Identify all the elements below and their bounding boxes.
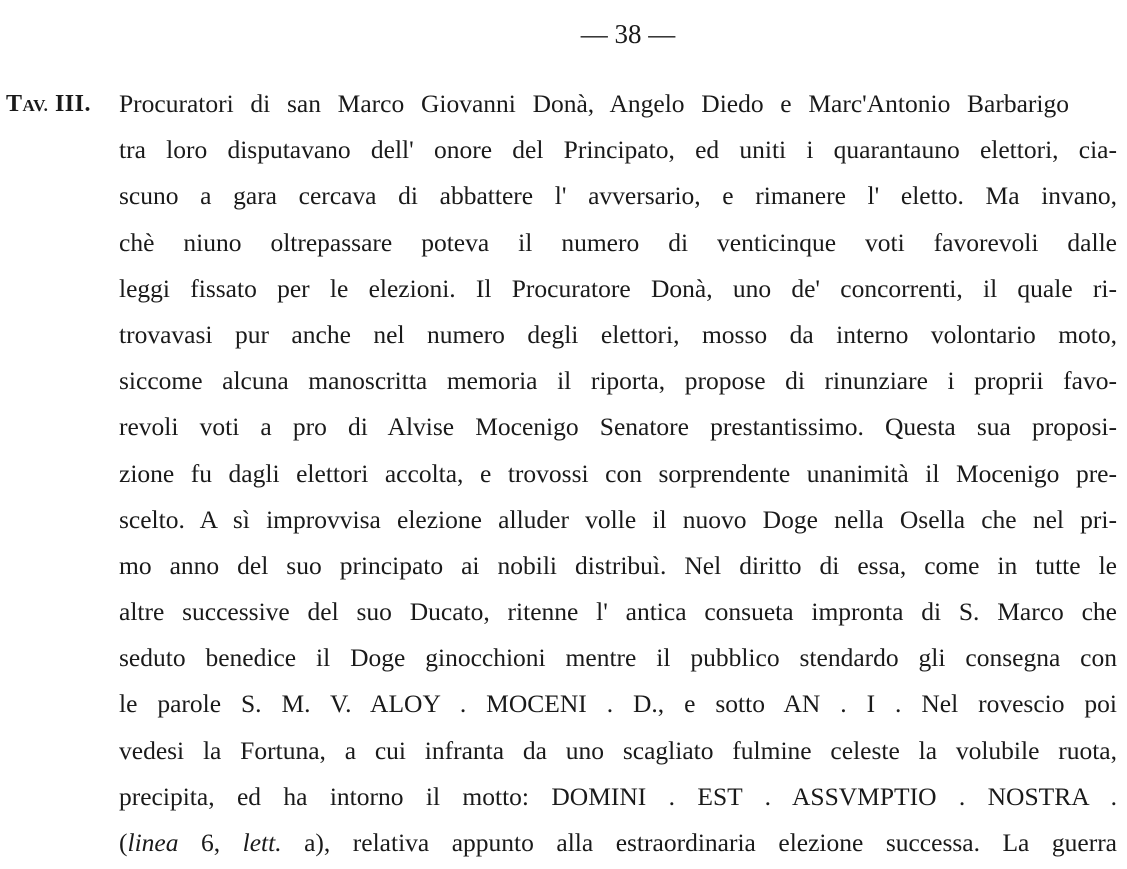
text-line: scelto. A sì improvvisa elezione alluder volle il nuovo Doge nella Osella che nel pri- [119,504,1117,534]
text-line: chè niuno oltrepassare poteva il numero di venticinque voti favorevoli dalle [119,227,1117,257]
text-line: precipita, ed ha intorno il motto: DOMINI . EST . ASSVMPTIO . NOSTRA . [119,781,1117,811]
margin-label-roman: III. [48,91,91,117]
text-line: altre successive del suo Ducato, ritenne l' antica consueta impronta di S. Marco che [119,597,1117,627]
text-line: revoli voti a pro di Alvise Mocenigo Senatore prestantissimo. Questa sua proposi- [119,412,1117,442]
open-paren: ( [119,828,128,857]
text-line: tra loro disputavano dell' onore del Principato, ed uniti i quarantauno elettori, cia- [119,135,1117,165]
text-line-last [119,823,1117,869]
linea-word: linea [127,828,179,857]
text-line: trovavasi pur anche nel numero degli elettori, mosso da interno volontario moto, [119,319,1117,349]
text-line: leggi fissato per le elezioni. Il Procuratore Donà, uno de' concorrenti, il quale ri- [119,273,1117,303]
last-line-rest: a), relativa appunto alla estraordinaria elezione successa. La guerra [281,828,1117,857]
lett-word: lett. [242,828,282,857]
margin-label-smallcaps: AV. [22,96,49,115]
text-line: scuno a gara cercava di abbattere l' avversario, e rimanere l' eletto. Ma invano, [119,181,1117,211]
body-text [119,84,1117,869]
text-line: vedesi la Fortuna, a cui infranta da uno scagliato fulmine celeste la volubile ruota, [119,735,1117,765]
margin-label-initial: T [6,91,23,117]
text-line: le parole S. M. V. ALOY . MOCENI . D., e sotto AN . I . Nel rovescio poi [119,689,1117,719]
page-number: — 38 — [580,19,676,49]
margin-label-tavola [6,84,91,126]
linea-number: 6, [178,828,243,857]
text-line: zione fu dagli elettori accolta, e trovossi con sorprendente unanimità il Mocenigo pre- [119,458,1117,488]
text-line: seduto benedice il Doge ginocchioni mentre il pubblico stendardo gli consegna con [119,643,1117,673]
text-line: Procuratori di san Marco Giovanni Donà, Angelo Diedo e Marc'Antonio Barbarigo [119,89,1069,118]
text-line: mo anno del suo principato ai nobili distribuì. Nel diritto di essa, come in tutte le [119,550,1117,580]
text-line: siccome alcuna manoscritta memoria il riporta, propose di rinunziare i proprii favo- [119,366,1117,396]
